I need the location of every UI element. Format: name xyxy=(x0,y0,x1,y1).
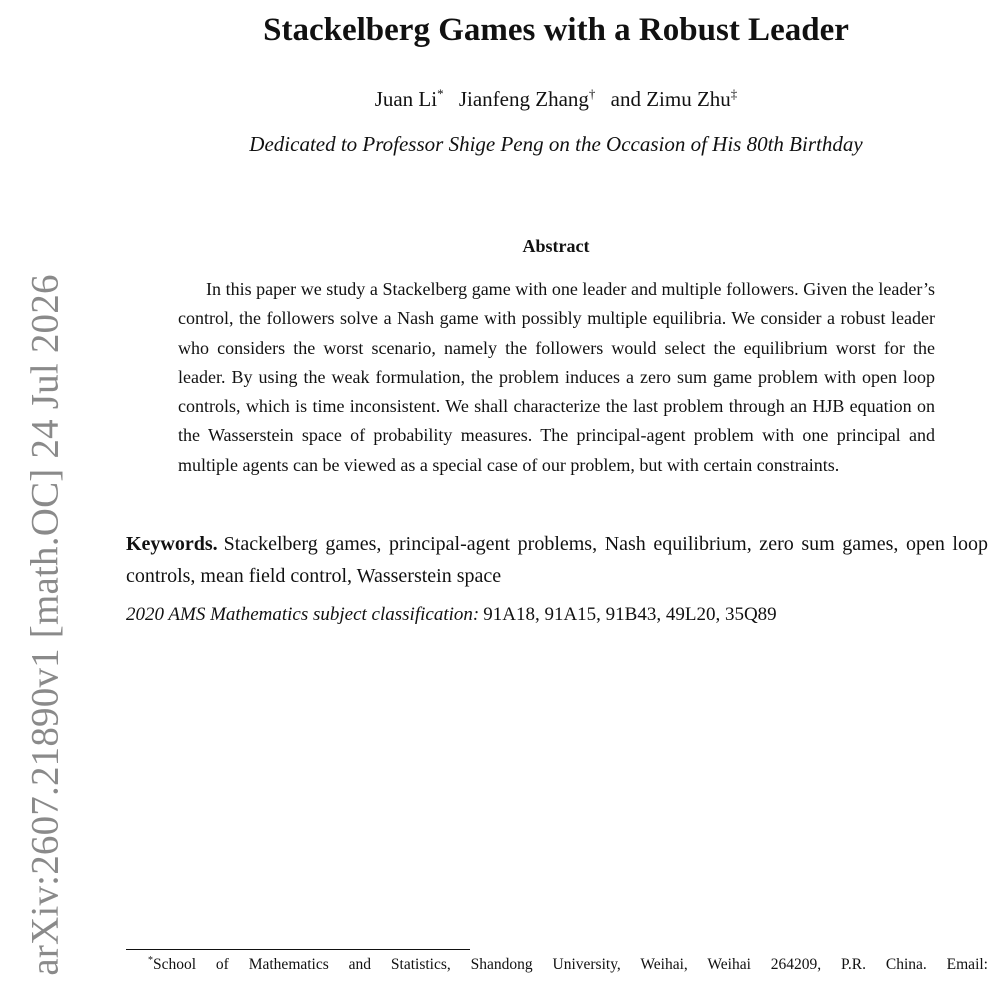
keywords-text: Stackelberg games, principal-agent problems, Nash equilibrium, zero sum games, open loop controls, mean field control, Wasserstein space xyxy=(126,533,988,587)
arxiv-identifier: arXiv:2607.21890v1 [math.OC] 24 Jul 2026 xyxy=(23,274,67,976)
author-name: Jianfeng Zhang xyxy=(458,87,589,111)
msc-label: 2020 AMS Mathematics subject classification: xyxy=(126,604,480,625)
author-footnote-mark: * xyxy=(437,86,444,101)
keywords-label: Keywords. xyxy=(126,533,218,555)
msc-classification xyxy=(126,604,988,626)
abstract-text: In this paper we study a Stackelberg game with one leader and multiple followers. Given the leader’s control, the followers solve a Nash game with possibly multiple equilibria. We consider a robust leader who considers the worst scenario, namely the followers would select the equilibrium worst for the leader. By using the weak formulation, the problem induces a zero sum game problem with open loop controls, which is time inconsistent. We shall characterize the last problem through an HJB equation on the Wasserstein space of probability measures. The principal-agent problem with one principal and multiple agents can be viewed as a special case of our problem, but with certain constraints. xyxy=(178,279,935,475)
paper-title: Stackelberg Games with a Robust Leader xyxy=(263,12,849,48)
author-footnote-mark: ‡ xyxy=(730,86,738,101)
author-list xyxy=(126,86,986,112)
keywords-paragraph xyxy=(126,528,988,592)
author-footnote-mark: † xyxy=(588,86,596,101)
author-name: Zimu Zhu xyxy=(646,87,731,111)
abstract-heading: Abstract xyxy=(522,236,590,256)
author-conjunction: and xyxy=(610,87,641,111)
footnote xyxy=(126,955,988,974)
footnote-text: School of Mathematics and Statistics, Shandong University, Weihai, Weihai 264209, P.R. China. Email: xyxy=(153,956,988,974)
footnote-mark: * xyxy=(148,955,153,966)
msc-codes: 91A18, 91A15, 91B43, 49L20, 35Q89 xyxy=(483,604,777,625)
footnote-divider xyxy=(126,949,470,950)
author-name: Juan Li xyxy=(374,87,438,111)
dedication: Dedicated to Professor Shige Peng on the Occasion of His 80th Birthday xyxy=(249,132,863,156)
